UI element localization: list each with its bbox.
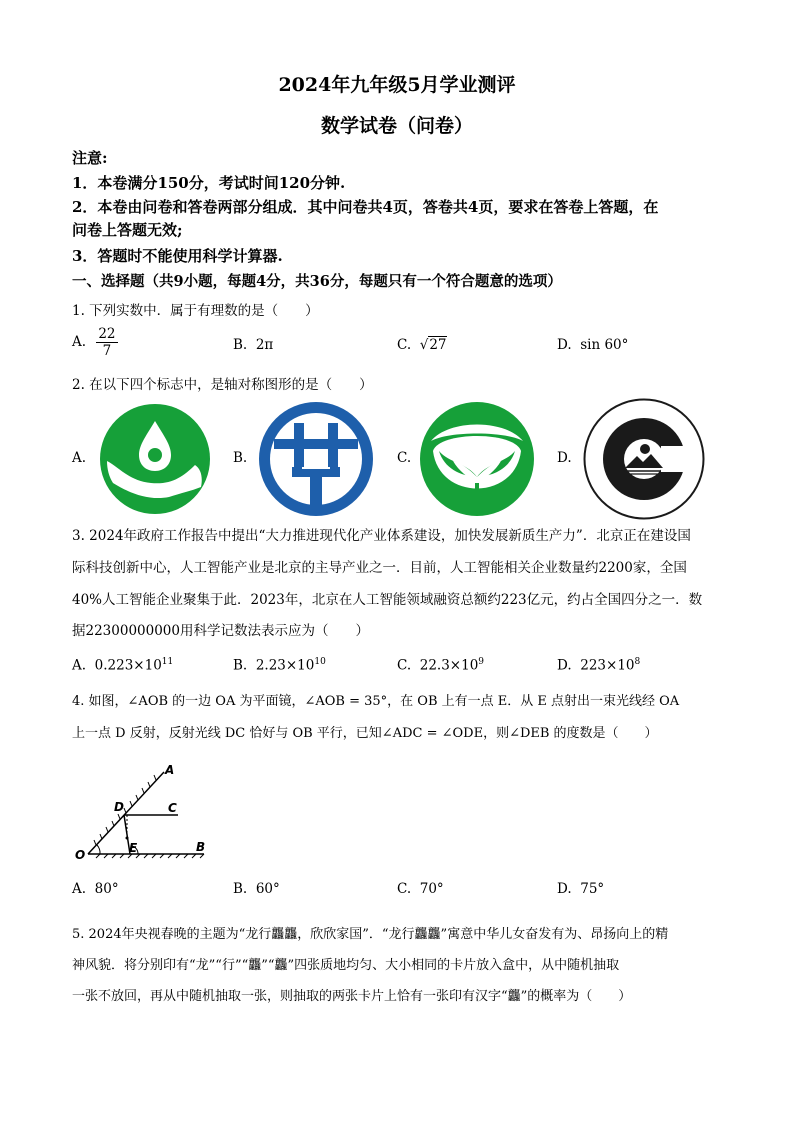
q3-d-base: 223×10	[580, 657, 635, 674]
q1-b-value: 2π	[255, 337, 274, 353]
q5-line-3: 一张不放回，再从中随机抽取一张，则抽取的两张卡片上恰有一张印有汉字“龘”的概率为（ ）	[72, 989, 632, 1004]
q4-d-value: 75°	[580, 881, 605, 897]
q3-option-a	[72, 657, 173, 674]
q4-b-label: B.	[233, 881, 248, 897]
q3-a-label: A.	[72, 657, 87, 674]
q3-b-label: B.	[233, 657, 248, 674]
q2-b-label: B.	[233, 450, 248, 466]
note-1: 1．本卷满分150分，考试时间120分钟.	[72, 174, 346, 192]
fig-label-o: O	[75, 848, 86, 862]
q4-c-value: 70°	[419, 881, 444, 897]
q2-d-label: D.	[557, 450, 572, 466]
q4-a-value: 80°	[94, 881, 119, 897]
q3-b-base: 2.23×10	[255, 657, 315, 674]
logo-a-water-icon	[99, 403, 211, 515]
q3-c-base: 22.3×10	[419, 657, 479, 674]
q3-line-3: 40%人工智能企业聚集于此．2023年，北京在人工智能领域融资总额约223亿元，约占全国四分之一．数	[72, 592, 703, 608]
q1-a-den: 7	[102, 343, 112, 359]
logo-b-blue-icon	[258, 401, 374, 517]
q3-c-exp: 9	[478, 657, 485, 667]
fig-label-d: D	[114, 800, 124, 814]
section-title: 一、选择题（共9小题，每题4分，共36分，每题只有一个符合题意的选项）	[72, 273, 562, 290]
q3-a-base: 0.223×10	[94, 657, 162, 674]
fig-label-a: A	[165, 763, 175, 777]
q1-stem: 1. 下列实数中．属于有理数的是（ ）	[72, 303, 319, 319]
q3-a-exp: 11	[161, 657, 174, 667]
q4-option-a	[72, 881, 119, 897]
q1-option-c	[397, 337, 447, 353]
q1-option-b	[233, 337, 273, 353]
q4-option-b	[233, 881, 280, 897]
q2-c-label: C.	[397, 450, 412, 466]
q1-a-label: A.	[72, 334, 87, 350]
q4-line-1: 4. 如图，∠AOB 的一边 OA 为平面镜，∠AOB = 35°，在 OB 上有一点 E．从 E 点射出一束光线经 OA	[72, 694, 680, 709]
q3-line-2: 际科技创新中心，人工智能产业是北京的主导产业之一．目前，人工智能相关企业数量约2200家，全国	[72, 560, 687, 576]
sqrt-icon: √	[419, 337, 429, 353]
q4-option-c	[397, 881, 444, 897]
q4-a-label: A.	[72, 881, 87, 897]
q1-d-value: sin 60°	[580, 337, 629, 353]
q3-d-label: D.	[557, 657, 572, 674]
note-2b: 问卷上答题无效;	[72, 221, 183, 239]
page-subtitle: 数学试卷（问卷）	[320, 115, 473, 137]
q5-line-1: 5. 2024年央视春晚的主题为“龙行龘龘，欣欣家国”．“龙行龘龘”寓意中华儿女奋发有为、昂扬向上的精	[72, 927, 669, 942]
q1-a-fraction	[96, 326, 117, 359]
page-title: 2024年九年级5月学业测评	[278, 74, 516, 96]
note-3: 3．答题时不能使用科学计算器.	[72, 247, 283, 265]
q3-option-c	[397, 657, 484, 674]
q4-geometry-figure	[72, 762, 222, 867]
q3-option-d	[557, 657, 640, 674]
q4-line-2: 上一点 D 反射，反射光线 DC 恰好与 OB 平行，已知∠ADC = ∠ODE，则∠DEB 的度数是（ ）	[72, 726, 658, 741]
logo-c-leaf-icon	[419, 401, 535, 517]
q3-line-1: 3. 2024年政府工作报告中提出“大力推进现代化产业体系建设，加快发展新质生产力”．北京正在建设国	[72, 528, 691, 544]
logo-d-c-icon	[583, 398, 705, 520]
q1-option-d	[557, 337, 628, 353]
q4-b-value: 60°	[255, 881, 280, 897]
q3-d-exp: 8	[634, 657, 641, 667]
q4-option-d	[557, 881, 604, 897]
q3-option-b	[233, 657, 326, 674]
q2-a-label: A.	[72, 450, 87, 466]
q1-a-num: 22	[98, 326, 116, 342]
q1-d-label: D.	[557, 337, 572, 353]
fig-label-c: C	[168, 801, 177, 815]
q3-c-label: C.	[397, 657, 412, 674]
notes-label: 注意:	[72, 149, 108, 167]
fig-label-e: E	[129, 841, 138, 855]
fig-label-b: B	[196, 840, 206, 854]
q1-c-label: C.	[397, 337, 412, 353]
q1-c-value: 27	[429, 337, 447, 353]
q1-b-label: B.	[233, 337, 248, 353]
q3-line-4: 据22300000000用科学记数法表示应为（ ）	[72, 623, 369, 639]
q5-line-2: 神风貌．将分别印有“龙”“行”“龘”“龘”四张质地均匀、大小相同的卡片放入盒中，从中随机抽取	[72, 958, 620, 973]
q4-d-label: D.	[557, 881, 572, 897]
q3-b-exp: 10	[314, 657, 326, 667]
q1-option-a	[72, 326, 118, 359]
q4-c-label: C.	[397, 881, 412, 897]
q2-stem: 2. 在以下四个标志中，是轴对称图形的是（ ）	[72, 377, 373, 393]
note-2a: 2．本卷由问卷和答卷两部分组成．其中问卷共4页，答卷共4页，要求在答卷上答题，在	[72, 198, 659, 216]
